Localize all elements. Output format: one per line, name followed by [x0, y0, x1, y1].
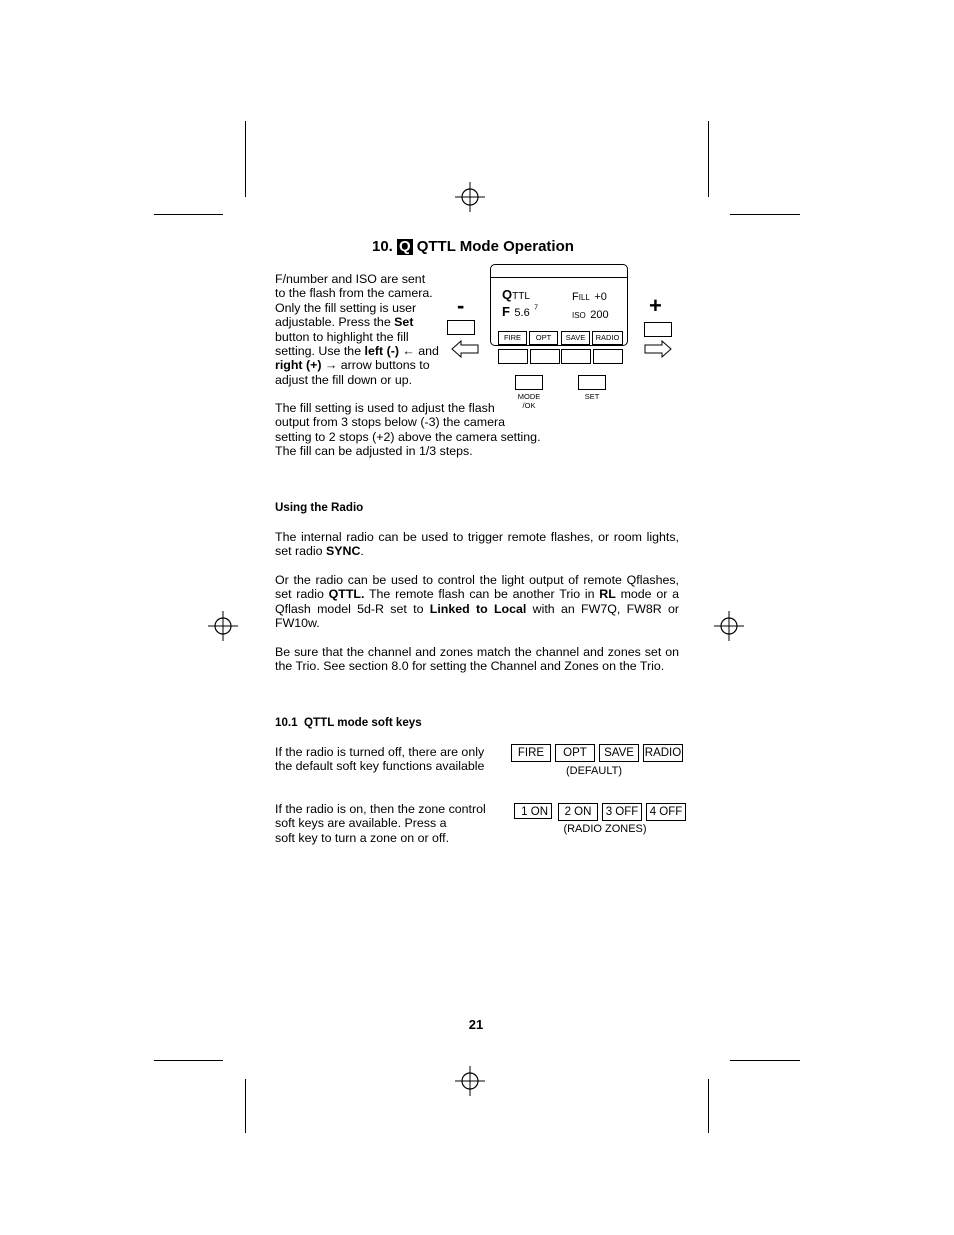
- radio-on-line: soft keys are available. Press a: [275, 816, 447, 831]
- intro-line: adjust the fill down or up.: [275, 372, 413, 387]
- lcd-softkey-fire: FIRE: [498, 331, 527, 345]
- radio-text: with an FW7Q, FW8R or: [526, 601, 680, 616]
- qttl-keyword: QTTL.: [328, 587, 365, 602]
- radio-off-line: the default soft key functions available: [275, 759, 485, 774]
- lcd-mode: [502, 286, 530, 304]
- fill-line: The fill can be adjusted in 1/3 steps.: [275, 444, 473, 459]
- radio-paragraph-3: [275, 645, 679, 674]
- radio-text: Qflash model 5d-R set to: [275, 601, 430, 616]
- fill-paragraph: [275, 401, 541, 459]
- registration-mark-icon: [714, 611, 744, 641]
- radio-paragraph-2: [275, 573, 679, 631]
- lcd-iso: [572, 305, 609, 323]
- softkey-button-4[interactable]: [593, 349, 623, 364]
- lcd-iso-label: ISO: [572, 311, 586, 320]
- lcd-fnum-value: 5.6: [514, 307, 530, 319]
- page-number: 21: [468, 1017, 484, 1032]
- default-softkey-fire: FIRE: [511, 744, 551, 762]
- radio-on-line: soft key to turn a zone on or off.: [275, 830, 450, 845]
- default-caption: (DEFAULT): [565, 765, 623, 777]
- intro-text: and: [414, 344, 439, 359]
- crop-mark: [154, 214, 223, 215]
- set-button[interactable]: [578, 375, 606, 390]
- radio-text: mode or a: [615, 587, 679, 602]
- default-softkey-save: SAVE: [599, 744, 639, 762]
- lcd-iso-value: 200: [590, 309, 609, 321]
- fill-line: output from 3 stops below (-3) the camera: [275, 415, 506, 430]
- minus-button[interactable]: [447, 320, 475, 335]
- fill-line: setting to 2 stops (+2) above the camera setting.: [275, 429, 541, 444]
- lcd-mode-q: Q: [502, 287, 513, 302]
- radio-text: set radio: [275, 587, 329, 602]
- lcd-fill-value: +0: [594, 291, 607, 303]
- intro-line: button to highlight the fill: [275, 329, 409, 344]
- linked-to-local-keyword: Linked to Local: [429, 601, 527, 616]
- right-keyword: right (+) →: [275, 358, 338, 373]
- mode-ok-button[interactable]: [515, 375, 543, 390]
- intro-paragraph: [275, 272, 455, 387]
- radio-text: .: [360, 544, 364, 559]
- radio-paragraph-1: [275, 530, 679, 559]
- radio-on-line: If the radio is on, then the zone control: [275, 802, 486, 816]
- rl-keyword: RL: [599, 587, 616, 602]
- zone-softkey-4: 4 OFF: [646, 803, 686, 821]
- intro-line: [275, 315, 455, 329]
- crop-mark: [708, 121, 709, 197]
- plus-label: +: [649, 293, 662, 318]
- sync-keyword: SYNC: [325, 544, 361, 559]
- radio-on-paragraph: [275, 802, 486, 845]
- radio-line: the Trio. See section 8.0 for setting the Channel and Zones on the Trio.: [275, 659, 665, 674]
- registration-mark-icon: [208, 611, 238, 641]
- section-heading: [372, 238, 574, 256]
- radio-text: set radio: [275, 544, 326, 559]
- intro-line: Only the fill setting is user: [275, 300, 417, 315]
- zone-softkey-3: 3 OFF: [602, 803, 642, 821]
- crop-mark: [708, 1079, 709, 1133]
- zone-softkey-2: 2 ON: [558, 803, 598, 821]
- softkeys-heading: 10.1 QTTL mode soft keys: [275, 716, 422, 729]
- softkey-button-1[interactable]: [498, 349, 528, 364]
- section-number: 10.: [372, 238, 393, 255]
- lcd-mode-rest: TTL: [512, 291, 530, 302]
- softkey-button-2[interactable]: [530, 349, 560, 364]
- section-title: QTTL Mode Operation: [416, 238, 574, 255]
- set-keyword: Set: [394, 315, 414, 330]
- lcd-softkey-save: SAVE: [561, 331, 590, 345]
- crop-mark: [154, 1060, 223, 1061]
- radio-line: FW10w.: [275, 616, 320, 631]
- set-label: SET: [584, 392, 600, 401]
- crop-mark: [245, 121, 246, 197]
- radio-line: Or the radio can be used to control the light output of remote Qflashes,: [275, 573, 679, 587]
- lcd-softkey-opt: OPT: [529, 331, 558, 345]
- lcd-fnum-sup: 7: [534, 304, 539, 312]
- lcd-fill-rest: ILL: [578, 293, 590, 302]
- radio-off-line: If the radio is turned off, there are only: [275, 745, 485, 759]
- lcd-fill-f: F: [572, 291, 579, 303]
- zone-softkey-1: 1 ON: [514, 803, 552, 819]
- intro-line: [275, 358, 455, 372]
- crop-mark: [730, 214, 800, 215]
- right-arrow-icon[interactable]: [644, 340, 672, 358]
- radio-off-paragraph: [275, 745, 484, 774]
- fill-line: The fill setting is used to adjust the flash: [275, 401, 495, 415]
- radio-heading: Using the Radio: [275, 501, 364, 514]
- ok-label: /OK: [522, 401, 536, 410]
- registration-mark-icon: [455, 182, 485, 212]
- lcd-fill: [572, 287, 607, 305]
- radio-line: The internal radio can be used to trigger remote flashes, or room lights,: [275, 530, 679, 544]
- plus-button[interactable]: [644, 322, 672, 337]
- minus-label: -: [457, 293, 465, 318]
- lcd-fnum-f: F: [502, 304, 510, 319]
- q-mode-icon: Q: [399, 238, 411, 255]
- intro-line: F/number and ISO are sent: [275, 272, 426, 286]
- intro-text: setting. Use the: [275, 344, 365, 359]
- crop-mark: [245, 1079, 246, 1133]
- intro-line: to the flash from the camera.: [275, 286, 433, 301]
- lcd-fnumber: [502, 303, 538, 321]
- left-arrow-icon[interactable]: [451, 340, 479, 358]
- radio-line: [275, 587, 679, 601]
- crop-mark: [730, 1060, 800, 1061]
- registration-mark-icon: [455, 1066, 485, 1096]
- intro-text: adjustable. Press the: [275, 315, 395, 330]
- softkey-button-3[interactable]: [561, 349, 591, 364]
- default-softkey-opt: OPT: [555, 744, 595, 762]
- zone-caption: (RADIO ZONES): [563, 823, 647, 835]
- intro-line: [275, 344, 455, 358]
- radio-line: [275, 544, 679, 558]
- radio-text: The remote flash can be another Trio in: [364, 587, 600, 602]
- radio-line: [275, 602, 679, 616]
- radio-line: Be sure that the channel and zones match the channel and zones set on: [275, 645, 679, 659]
- left-keyword: left (-) ←: [364, 344, 415, 359]
- intro-text: arrow buttons to: [337, 358, 430, 373]
- lcd-softkey-radio: RADIO: [592, 331, 623, 345]
- default-softkey-radio: RADIO: [643, 744, 683, 762]
- mode-label: MODE: [517, 392, 541, 401]
- lcd-divider: [491, 277, 627, 278]
